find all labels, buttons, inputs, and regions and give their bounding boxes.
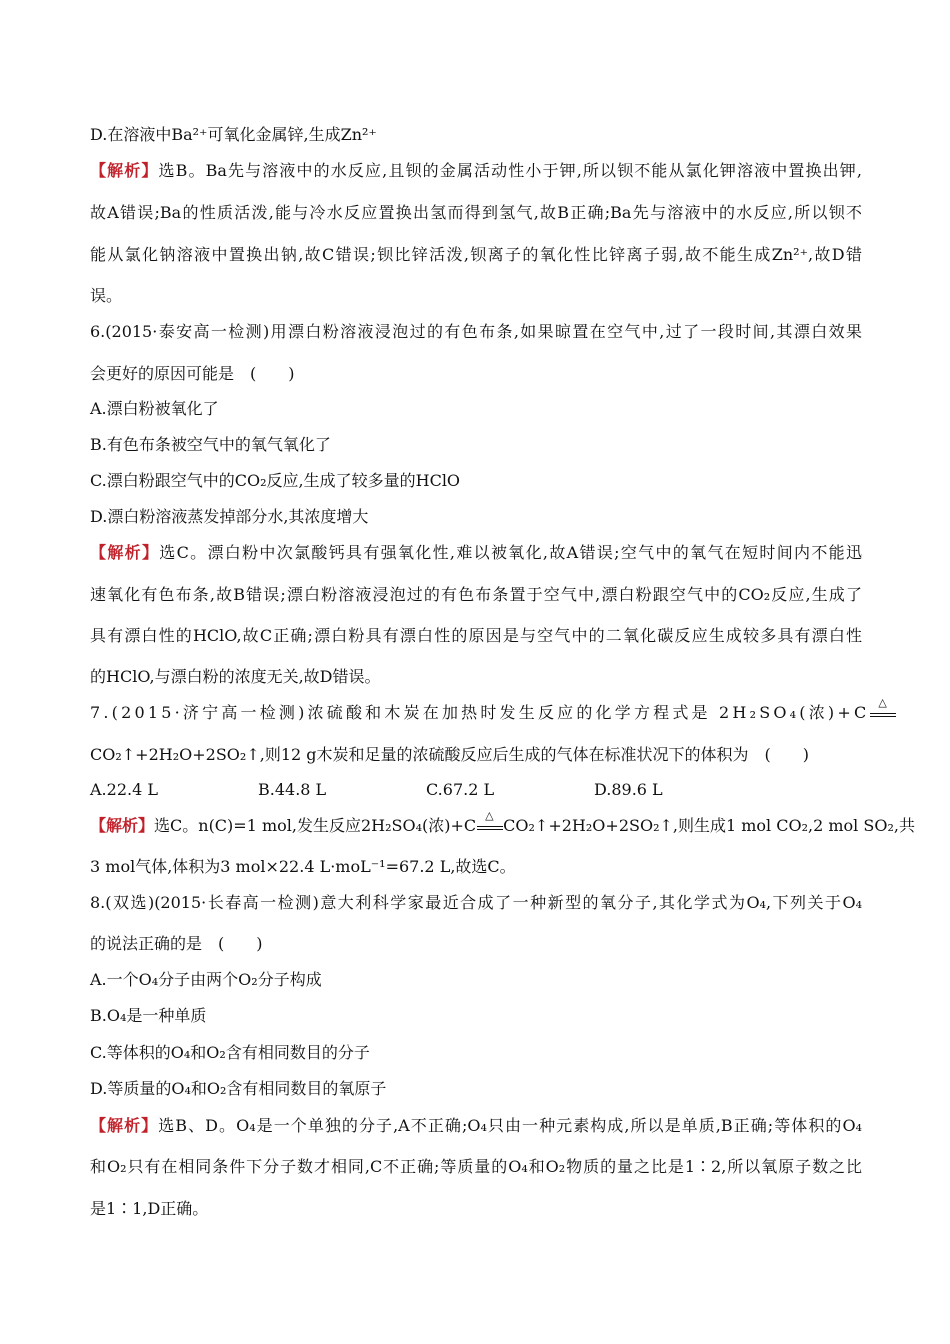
analysis-q5-line1: 【解析】选B。Ba先与溶液中的水反应,且钡的金属活动性小于钾,所以钡不能从氯化钾溶液中置换出钾, [90, 161, 862, 180]
analysis-q6-line1: 【解析】选C。漂白粉中次氯酸钙具有强氧化性,难以被氧化,故A错误;空气中的氧气在短时间内不能迅 [90, 543, 862, 562]
q8-option-a: A.一个O₄分子由两个O₂分子构成 [90, 970, 322, 989]
q7-options [90, 780, 862, 800]
q6-option-c: C.漂白粉跟空气中的CO₂反应,生成了较多量的HClO [90, 471, 461, 490]
analysis-q8-line1: 【解析】选B、D。O₄是一个单独的分子,A不正确;O₄只由一种元素构成,所以是单质,B正确;等体积的O₄ [90, 1116, 862, 1135]
option-d-q5: D.在溶液中Ba²⁺可氧化金属锌,生成Zn²⁺ [90, 125, 377, 144]
q7-option-a: A.22.4 L [90, 780, 158, 799]
question-8-stem-line2: 的说法正确的是 ( ) [90, 934, 263, 953]
question-8-stem-line1: 8.(双选)(2015·长春高一检测)意大利科学家最近合成了一种新型的氧分子,其化学式为O₄,下列关于O₄ [90, 893, 862, 912]
analysis-q5-line4: 误。 [90, 286, 123, 305]
question-7-stem-line1: 7.(2015·济宁高一检测)浓硫酸和木炭在加热时发生反应的化学方程式是 2H₂SO₄(浓)+C △ [90, 703, 862, 723]
q7-option-c: C.67.2 L [426, 780, 495, 799]
q7-option-d: D.89.6 L [594, 780, 663, 799]
q8-option-c: C.等体积的O₄和O₂含有相同数目的分子 [90, 1043, 370, 1062]
analysis-q5-line2: 故A错误;Ba的性质活泼,能与冷水反应置换出氢而得到氢气,故B正确;Ba先与溶液中的水反应,所以钡不 [90, 203, 862, 222]
question-6-stem-line2: 会更好的原因可能是 ( ) [90, 364, 295, 383]
analysis-q6-line4: 的HClO,与漂白粉的浓度无关,故D错误。 [90, 667, 381, 686]
q8-option-b: B.O₄是一种单质 [90, 1006, 207, 1025]
analysis-q6-line3: 具有漂白性的HClO,故C正确;漂白粉具有漂白性的原因是与空气中的二氧化碳反应生成较多具有漂白性 [90, 626, 862, 645]
analysis-tag: 【解析】 [90, 543, 160, 562]
analysis-tag: 【解析】 [90, 161, 159, 180]
analysis-tag: 【解析】 [90, 1116, 159, 1135]
heating-condition-sign: △ [870, 704, 896, 720]
analysis-q8-line3: 是1∶1,D正确。 [90, 1199, 209, 1218]
q7-option-b: B.44.8 L [258, 780, 327, 799]
analysis-q7-line1: 【解析】选C。n(C)=1 mol,发生反应2H₂SO₄(浓)+C △ CO₂↑+2H₂O+2SO₂↑,则生成1 mol CO₂,2 mol SO₂,共 [90, 809, 915, 835]
analysis-q8-line2: 和O₂只有在相同条件下分子数才相同,C不正确;等质量的O₄和O₂物质的量之比是1∶2,所以氧原子数之比 [90, 1157, 862, 1176]
analysis-q6-line2: 速氧化有色布条,故B错误;漂白粉溶液浸泡过的有色布条置于空气中,漂白粉跟空气中的CO₂反应,生成了 [90, 585, 862, 604]
q6-option-b: B.有色布条被空气中的氧气氧化了 [90, 435, 331, 454]
q8-option-d: D.等质量的O₄和O₂含有相同数目的氧原子 [90, 1079, 387, 1098]
analysis-tag: 【解析】 [90, 816, 155, 835]
analysis-q7-line2: 3 mol气体,体积为3 mol×22.4 L·moL⁻¹=67.2 L,故选C。 [90, 857, 516, 876]
q6-option-a: A.漂白粉被氧化了 [90, 399, 219, 418]
analysis-q5-line3: 能从氯化钠溶液中置换出钠,故C错误;钡比锌活泼,钡离子的氧化性比锌离子弱,故不能生成Zn²⁺,故D错 [90, 245, 862, 264]
q6-option-d: D.漂白粉溶液蒸发掉部分水,其浓度增大 [90, 507, 369, 526]
question-6-stem-line1: 6.(2015·泰安高一检测)用漂白粉溶液浸泡过的有色布条,如果晾置在空气中,过了一段时间,其漂白效果 [90, 322, 862, 341]
question-7-stem-line2: CO₂↑+2H₂O+2SO₂↑,则12 g木炭和足量的浓硫酸反应后生成的气体在标准状况下的体积为 ( ) [90, 745, 809, 764]
heating-condition-sign: △ [477, 817, 503, 833]
